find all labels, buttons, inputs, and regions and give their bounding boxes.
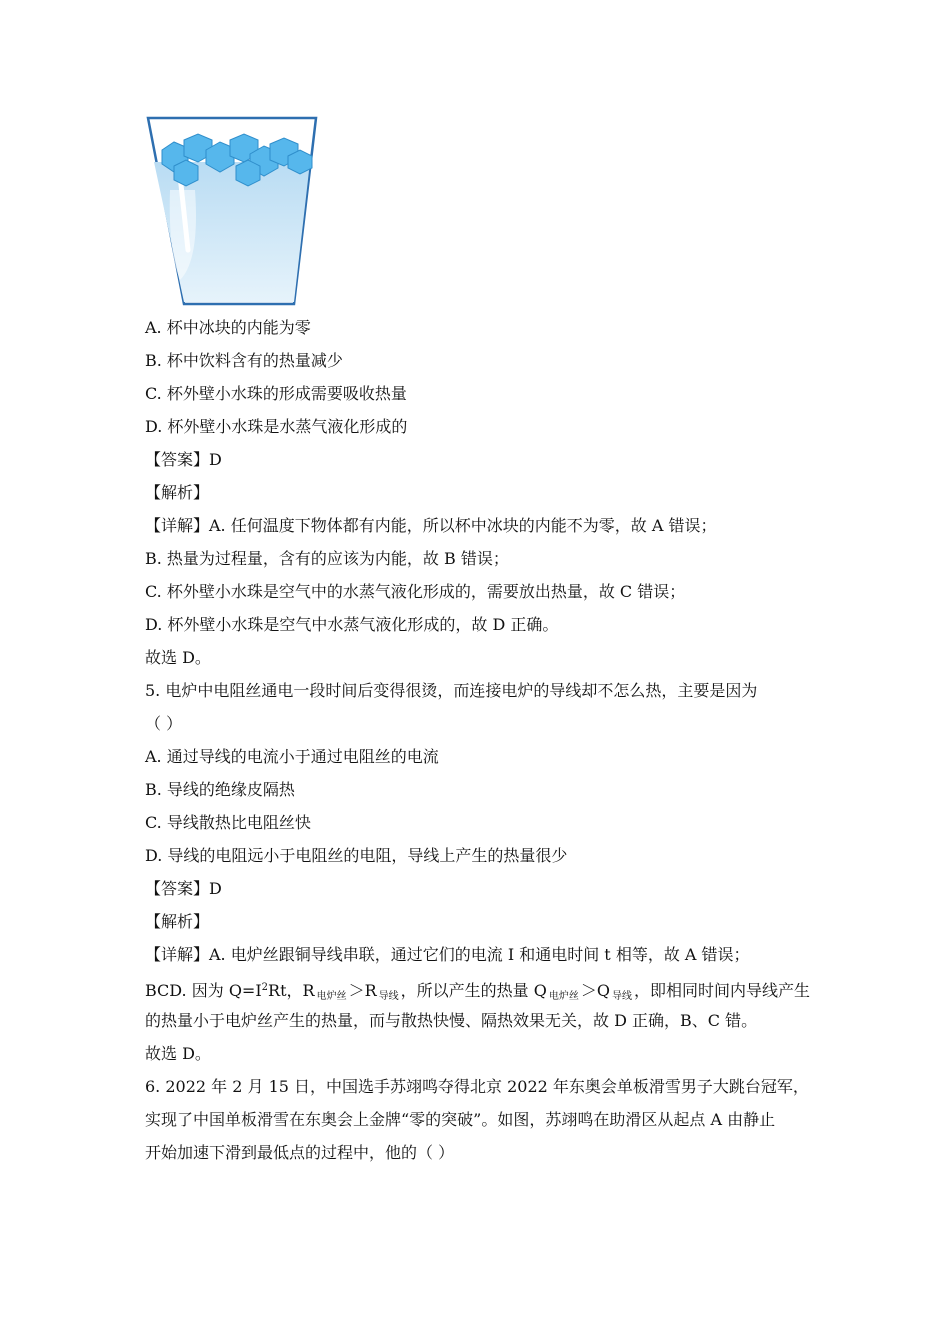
q5-detail-bcd — [145, 977, 810, 1008]
subscript-wire-1: 导线 — [378, 991, 399, 1002]
q4-detail-a: 【详解】A. 任何温度下物体都有内能，所以杯中冰块的内能不为零，故 A 错误； — [145, 516, 717, 535]
subscript-furnace-wire-1: 电炉丝 — [316, 991, 347, 1002]
q5-answer: 【答案】D — [145, 879, 222, 898]
bcd-text-5: ＞Q — [580, 981, 610, 1000]
bcd-text-2: Rt，R — [268, 981, 315, 1000]
q4-answer: 【答案】D — [145, 450, 222, 469]
q4-detail-c: C. 杯外壁小水珠是空气中的水蒸气液化形成的，需要放出热量，故 C 错误； — [145, 582, 686, 601]
q4-conclusion: 故选 D。 — [145, 648, 211, 667]
q6-stem-line-3: 开始加速下滑到最低点的过程中，他的（ ） — [145, 1143, 455, 1162]
q5-option-a: A. 通过导线的电流小于通过电阻丝的电流 — [145, 747, 439, 766]
bcd-text-6: ，即相同时间内导线产生 — [633, 981, 810, 1000]
q5-stem-line-1: 5. 电炉中电阻丝通电一段时间后变得很烫，而连接电炉的导线却不怎么热，主要是因为 — [145, 681, 758, 700]
q6-stem-line-1: 6. 2022 年 2 月 15 日，中国选手苏翊鸣夺得北京 2022 年东奥会单板滑雪男子大跳台冠军， — [145, 1077, 809, 1096]
q4-option-d: D. 杯外壁小水珠是水蒸气液化形成的 — [145, 417, 408, 436]
q6-stem-line-2: 实现了中国单板滑雪在东奥会上金牌“零的突破”。如图，苏翊鸣在助滑区从起点 A 由静止 — [145, 1110, 776, 1129]
subscript-wire-2: 导线 — [611, 991, 632, 1002]
q5-detail-a: 【详解】A. 电炉丝跟铜导线串联，通过它们的电流 I 和通电时间 t 相等，故 A 错误； — [145, 945, 750, 964]
q5-option-d: D. 导线的电阻远小于电阻丝的电阻，导线上产生的热量很少 — [145, 846, 568, 865]
q4-detail-b: B. 热量为过程量，含有的应该为内能，故 B 错误； — [145, 549, 509, 568]
bcd-text-3: ＞R — [348, 981, 377, 1000]
q4-option-a: A. 杯中冰块的内能为零 — [145, 318, 311, 337]
q5-option-c: C. 导线散热比电阻丝快 — [145, 813, 311, 832]
q5-conclusion: 故选 D。 — [145, 1044, 211, 1063]
q5-detail-continued: 的热量小于电炉丝产生的热量，而与散热快慢、隔热效果无关，故 D 正确，B、C 错。 — [145, 1011, 758, 1030]
q4-option-c: C. 杯外壁小水珠的形成需要吸收热量 — [145, 384, 407, 403]
q5-option-b: B. 导线的绝缘皮隔热 — [145, 780, 295, 799]
q5-stem-line-2: （ ） — [145, 714, 183, 733]
subscript-furnace-wire-2: 电炉丝 — [548, 991, 579, 1002]
q4-option-b: B. 杯中饮料含有的热量减少 — [145, 351, 343, 370]
glass-with-ice-figure — [140, 110, 330, 310]
power-superscript: 2 — [261, 982, 269, 993]
bcd-text-1: BCD. 因为 Q=I — [145, 981, 262, 1000]
q4-analysis-heading: 【解析】 — [145, 483, 210, 502]
q5-analysis-heading: 【解析】 — [145, 912, 210, 931]
q4-detail-d: D. 杯外壁小水珠是空气中水蒸气液化形成的，故 D 正确。 — [145, 615, 559, 634]
bcd-text-4: ，所以产生的热量 Q — [400, 981, 547, 1000]
